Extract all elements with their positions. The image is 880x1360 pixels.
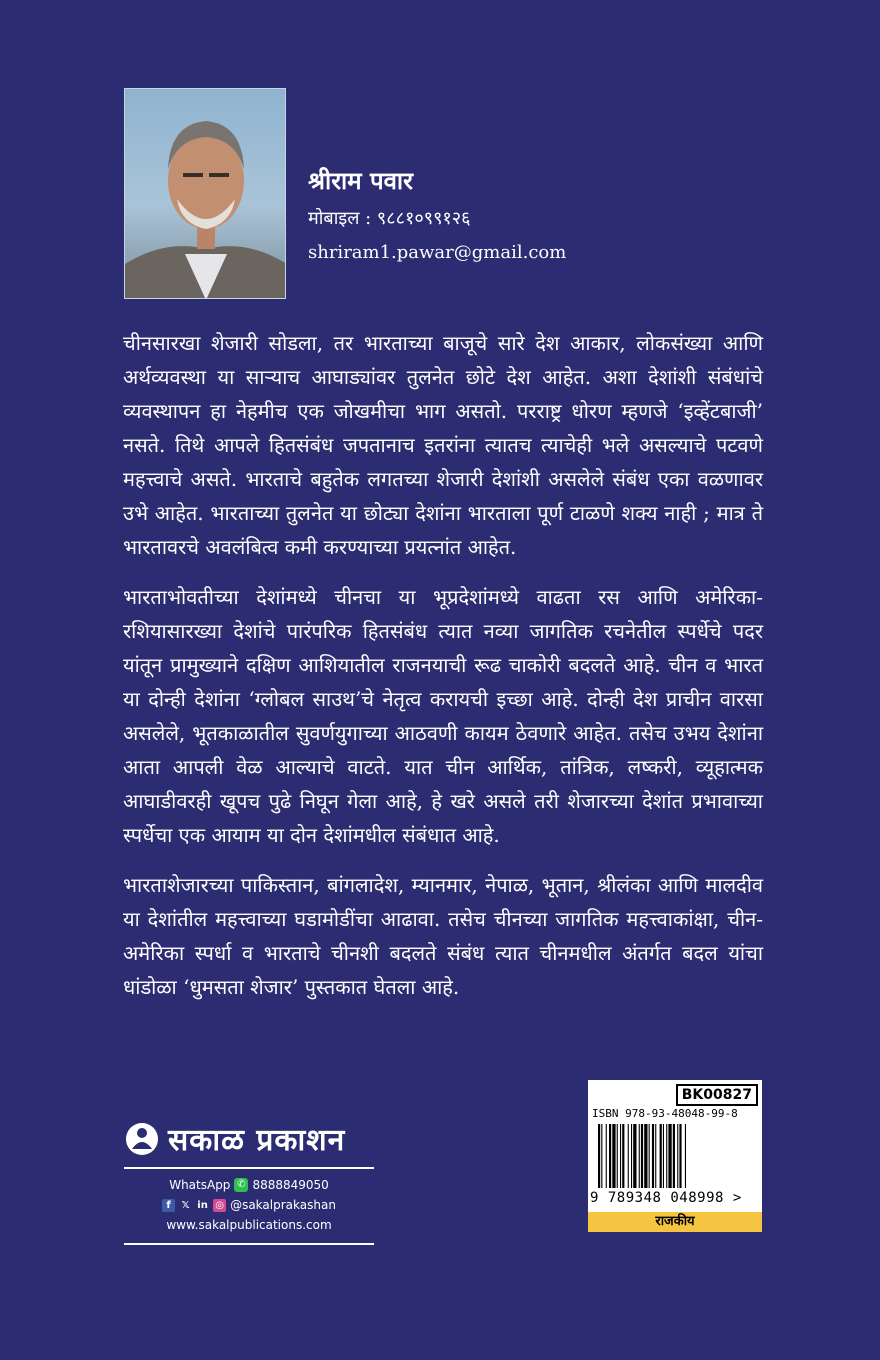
- barcode-stripe: [673, 1124, 675, 1188]
- publisher-block: [124, 1118, 374, 1251]
- author-email: shriram1.pawar@gmail.com: [308, 242, 567, 263]
- publisher-logo: [124, 1118, 374, 1159]
- barcode-stripe: [622, 1124, 624, 1188]
- barcode-stripe: [677, 1124, 678, 1188]
- logo-emblem-icon: [124, 1121, 160, 1157]
- instagram-icon: ◎: [213, 1199, 226, 1212]
- barcode-stripe: [617, 1124, 618, 1188]
- facebook-icon: f: [162, 1199, 175, 1212]
- publisher-rule-bottom: [124, 1243, 374, 1245]
- barcode-stripe: [620, 1124, 621, 1188]
- barcode-stripe: [652, 1124, 654, 1188]
- blurb-paragraph-1: चीनसारखा शेजारी सोडला, तर भारताच्या बाजूचे सारे देश आकार, लोकसंख्या आणि अर्थव्यवस्था या साऱ्याच आघाड्यांवर तुलनेत छोटे देश आहेत. अशा देशांशी संबंधांचे व्यवस्थापन हा नेहमीच एक जोखमीचा भाग असतो. परराष्ट्र धोरण म्हणजे ‘इव्हेंटबाजी’ नसते. तिथे आपले हितसंबंध जपतानाच इतरांना त्यातच त्याचेही भले असल्याचे पटवणे महत्त्वाचे असते. भारताचे बहुतेक लगतच्या शेजारी देशांशी असलेले संबंध एका वळणावर उभे आहेत. भारताच्या तुलनेत या छोट्या देशांना भारताला पूर्ण टाळणे शक्य नाही ; मात्र ते भारतावरचे अवलंबित्व कमी करण्याच्या प्रयत्नांत आहेत.: [123, 331, 763, 559]
- x-icon: 𝕏: [181, 1199, 190, 1211]
- barcode-stripe: [668, 1124, 671, 1188]
- publisher-name: सकाळ प्रकाशन: [168, 1123, 346, 1158]
- author-mobile: मोबाइल : ९८८१०९९१२६: [308, 208, 471, 229]
- whatsapp-label: WhatsApp: [169, 1178, 231, 1192]
- barcode-stripe: [655, 1124, 656, 1188]
- barcode-stripe: [660, 1124, 662, 1188]
- barcode-stripe: [633, 1124, 636, 1188]
- barcode-stripe: [601, 1124, 602, 1188]
- author-portrait-illustration: [125, 89, 286, 299]
- author-info: [308, 166, 566, 270]
- blurb: [123, 326, 763, 1020]
- author-photo: [124, 88, 286, 299]
- barcode-stripe: [649, 1124, 650, 1188]
- publisher-rule-top: [124, 1167, 374, 1169]
- publisher-social: [124, 1195, 374, 1215]
- publisher-website: www.sakalpublications.com: [166, 1218, 332, 1232]
- barcode-stripe: [609, 1124, 611, 1188]
- whatsapp-number: 8888849050: [252, 1178, 329, 1192]
- barcode-stripe: [679, 1124, 681, 1188]
- isbn-text: ISBN 978-93-48048-99-8: [592, 1107, 738, 1120]
- barcode-stripe: [631, 1124, 632, 1188]
- ean-digits: 9 789348 048998 >: [590, 1190, 742, 1206]
- barcode-stripe: [628, 1124, 629, 1188]
- barcode-stripe: [598, 1124, 600, 1188]
- blurb-paragraph-3: भारताशेजारच्या पाकिस्तान, बांगलादेश, म्यानमार, नेपाळ, भूतान, श्रीलंका आणि मालदीव या देशांतील महत्त्वाच्या घडामोडींचा आढावा. तसेच चीनच्या जागतिक महत्त्वाकांक्षा, चीन-अमेरिका स्पर्धा व भारताचे चीनशी बदलते संबंध त्यात चीनमधील अंतर्गत बदल यांचा धांडोळा ‘धुमसता शेजार’ पुस्तकात घेतला आहे.: [123, 873, 763, 999]
- barcode-stripe: [685, 1124, 686, 1188]
- barcode-block: [588, 1080, 762, 1232]
- category-label: राजकीय: [588, 1212, 762, 1232]
- whatsapp-icon: ✆: [234, 1178, 248, 1192]
- barcode-stripe: [612, 1124, 615, 1188]
- barcode-bars: [598, 1124, 752, 1188]
- blurb-paragraph-2: भारताभोवतीच्या देशांमध्ये चीनचा या भूप्रदेशांमध्ये वाढता रस आणि अमेरिका-रशियासारख्या देशांचे पारंपरिक हितसंबंध त्यात नव्या जागतिक रचनेतील स्पर्धेचे पदर यांतून प्रामुख्याने दक्षिण आशियातील राजनयाची रूढ चाकोरी बदलते आहे. चीन व भारत या दोन्ही देशांना ‘ग्लोबल साउथ’चे नेतृत्व करायची इच्छा आहे. दोन्ही देश प्राचीन वारसा असलेले, भूतकाळातील सुवर्णयुगाच्या आठवणी कायम ठेवणारे आहेत. तसेच उभय देशांना आता आपली वेळ आल्याचे वाटते. यात चीन आर्थिक, तांत्रिक, लष्करी, व्यूहात्मक आघाडीवरही खूपच पुढे निघून गेला आहे, हे खरे असले तरी शेजारच्या देशांत प्रभावाच्या स्पर्धेचा एक आयाम या दोन देशांमधील संबंधात आहे.: [123, 585, 763, 847]
- social-handle: @sakalprakashan: [230, 1198, 336, 1212]
- author-name: श्रीराम पवार: [308, 166, 413, 195]
- barcode-stripe: [641, 1124, 643, 1188]
- linkedin-icon: in: [197, 1199, 208, 1211]
- barcode-stripe: [666, 1124, 667, 1188]
- publisher-whatsapp: [124, 1175, 374, 1195]
- barcode-stripe: [606, 1124, 607, 1188]
- barcode-stripe: [663, 1124, 664, 1188]
- barcode-stripe: [639, 1124, 640, 1188]
- barcode-stripe: [644, 1124, 647, 1188]
- book-code: BK00827: [676, 1084, 758, 1106]
